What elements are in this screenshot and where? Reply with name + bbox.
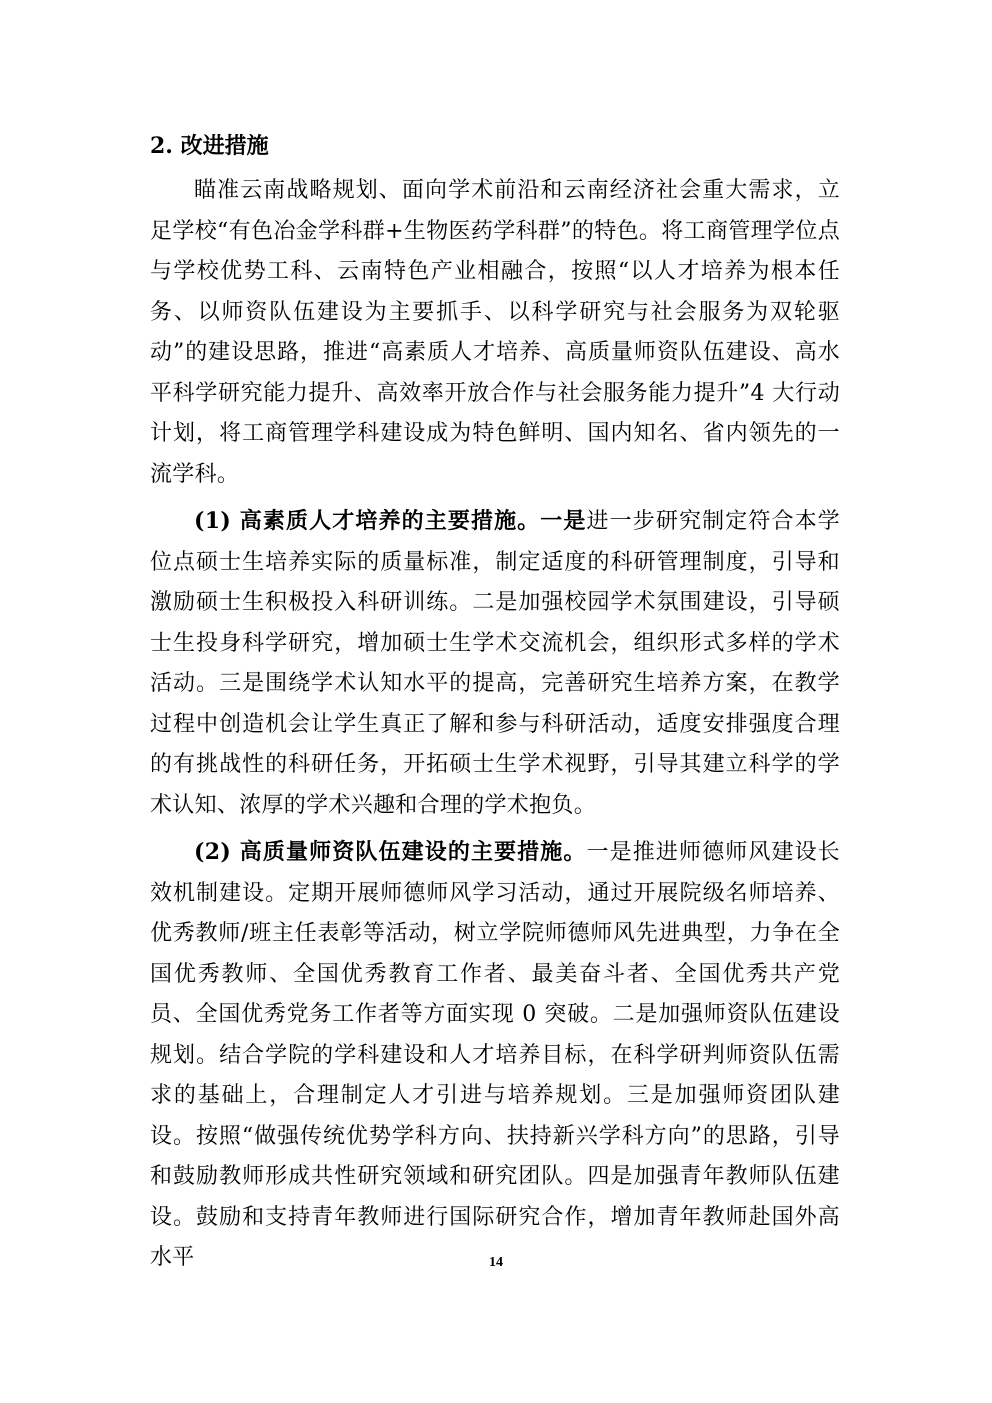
section-heading: 2. 改进措施 [150, 133, 269, 159]
paragraph-lead: (2) 高质量师资队伍建设的主要措施。 [194, 839, 587, 865]
paragraph-text: 瞄准云南战略规划、面向学术前沿和云南经济社会重大需求，立足学校“有色冶金学科群+生物医药学科群”的特色。将工商管理学位点与学校优势工科、云南特色产业相融合，按照“以人才培养为根本任务、以师资队伍建设为主要抓手、以科学研究与社会服务为双轮驱动”的建设思路，推进“高素质人才培养、高质量师资队伍建设、高水平科学研究能力提升、高效率开放合作与社会服务能力提升”4 大行动计划，将工商管理学科建设成为特色鲜明、国内知名、省内领先的一流学科。 [150, 178, 840, 487]
paragraph-text: 进一步研究制定符合本学位点硕士生培养实际的质量标准，制定适度的科研管理制度，引导和激励硕士生积极投入科研训练。二是加强校园学术氛围建设，引导硕士生投身科学研究，增加硕士生学术交流机会，组织形式多样的学术活动。三是围绕学术认知水平的提高，完善研究生培养方案，在教学过程中创造机会让学生真正了解和参与科研活动，适度安排强度合理的有挑战性的科研任务，开拓硕士生学术视野，引导其建立科学的学术认知、浓厚的学术兴趣和合理的学术抱负。 [150, 509, 840, 818]
paragraph-lead: (1) 高素质人才培养的主要措施。一是 [194, 508, 587, 534]
paragraph-talent-training [150, 501, 840, 826]
paragraph-faculty-building [150, 832, 840, 1279]
paragraph-intro [150, 170, 840, 495]
paragraph-text: 一是推进师德师风建设长效机制建设。定期开展师德师风学习活动，通过开展院级名师培养、优秀教师/班主任表彰等活动，树立学院师德师风先进典型，力争在全国优秀教师、全国优秀教育工作者、最美奋斗者、全国优秀共产党员、全国优秀党务工作者等方面实现 0 突破。二是加强师资队伍建设规划。结合学院的学科建设和人才培养目标，在科学研判师资队伍需求的基础上，合理制定人才引进与培养规划。三是加强师资团队建设。按照“做强传统优势学科方向、扶持新兴学科方向”的思路，引导和鼓励教师形成共性研究领域和研究团队。四是加强青年教师队伍建设。鼓励和支持青年教师进行国际研究合作，增加青年教师赴国外高水平 [150, 840, 840, 1270]
document-body [150, 128, 840, 1285]
page-number: 14 [489, 1255, 503, 1270]
